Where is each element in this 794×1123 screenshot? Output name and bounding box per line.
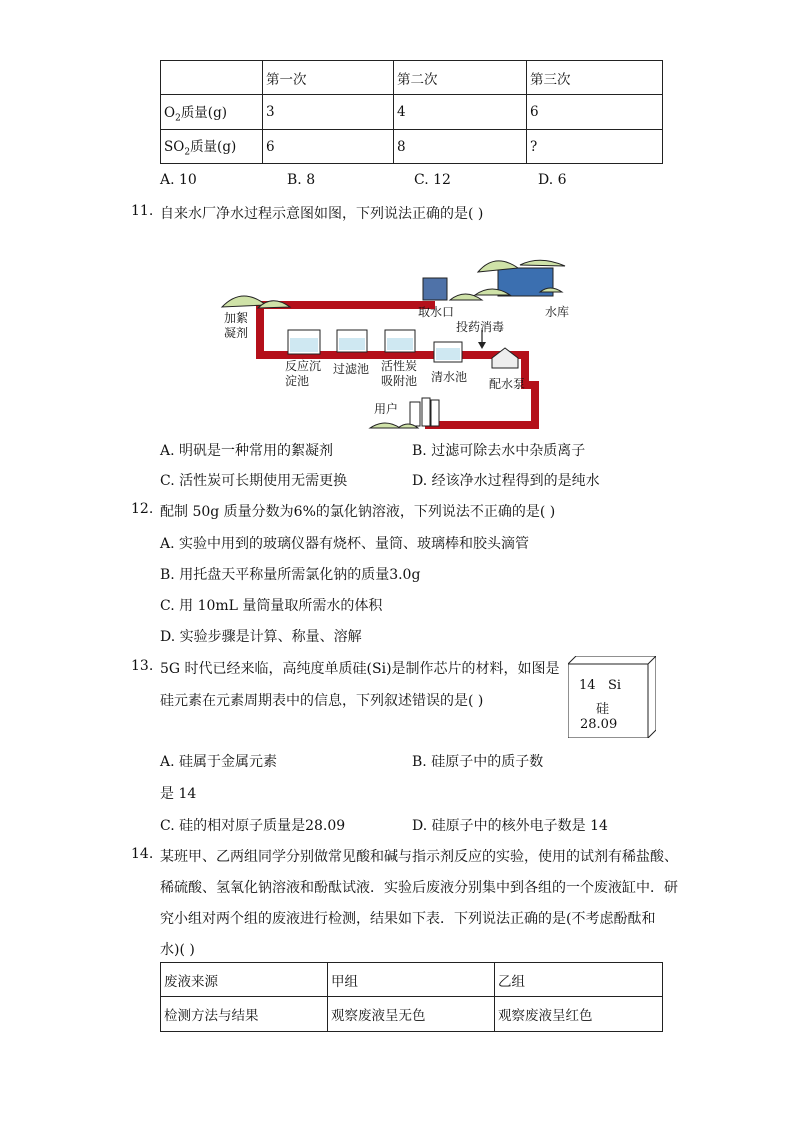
label-user: 用户 <box>374 402 399 416</box>
q13-option-b-cont: 是 14 <box>160 786 197 802</box>
table-header-cell: 第三次 <box>527 61 663 95</box>
table-cell: 检测方法与结果 <box>161 997 328 1032</box>
table-header-cell: 第二次 <box>394 61 527 95</box>
q11-option-c[interactable]: C. 活性炭可长期使用无需更换 <box>160 473 348 489</box>
q14-stem-line1: 某班甲、乙两组同学分别做常见酸和碱与指示剂反应的实验，使用的试剂有稀盐酸、 <box>160 849 678 865</box>
q12-option-c[interactable]: C. 用 10mL 量筒量取所需水的体积 <box>160 598 383 614</box>
table-header-cell <box>161 61 263 95</box>
table-header-cell: 乙组 <box>495 963 663 997</box>
table-header-cell: 废液来源 <box>161 963 328 997</box>
element-symbol: Si <box>608 678 622 693</box>
water-treatment-diagram <box>220 250 600 430</box>
label-disinfect: 投药消毒 <box>456 320 505 334</box>
table-cell: 3 <box>263 95 394 130</box>
q14-stem-line2: 稀硫酸、氢氧化钠溶液和酚酞试液．实验后废液分别集中到各组的一个废液缸中．研 <box>160 880 678 896</box>
q13-option-d[interactable]: D. 硅原子中的核外电子数是 14 <box>412 818 608 834</box>
label-coagulant: 加絮 凝剂 <box>224 311 249 340</box>
label-carbon: 活性炭 吸附池 <box>381 359 418 388</box>
label-intake: 取水口 <box>418 305 455 319</box>
q10-option-a[interactable]: A. 10 <box>160 172 197 188</box>
row-label-so2: $SO_2$质量(g) <box>161 130 263 164</box>
row-label-o2: $O_2$质量(g) <box>161 95 263 130</box>
table-cell: 8 <box>394 130 527 164</box>
q13-stem-line1: 5G 时代已经来临，高纯度单质硅(Si)是制作芯片的材料，如图是 <box>160 661 560 677</box>
label-filter: 过滤池 <box>333 362 370 376</box>
waste-liquid-table <box>160 962 663 1032</box>
table-cell: 6 <box>527 95 663 130</box>
q13-stem-line2: 硅元素在元素周期表中的信息，下列叙述错误的是( ) <box>160 693 484 709</box>
label-pump: 配水泵 <box>489 377 526 391</box>
q13-option-a[interactable]: A. 硅属于金属元素 <box>160 754 278 770</box>
q12-option-b[interactable]: B. 用托盘天平称量所需氯化钠的质量3.0g <box>160 567 421 583</box>
q14-stem-line4: 水)( ) <box>160 942 195 958</box>
element-card <box>568 656 656 738</box>
label-sediment: 反应沉 淀池 <box>285 359 322 388</box>
q11-number: 11. <box>131 203 154 219</box>
element-name: 硅 <box>596 702 610 717</box>
mass-table <box>160 60 663 164</box>
q11-option-b[interactable]: B. 过滤可除去水中杂质离子 <box>412 443 586 459</box>
label-clear: 清水池 <box>431 370 468 384</box>
q10-option-d[interactable]: D. 6 <box>538 172 567 188</box>
q13-option-b[interactable]: B. 硅原子中的质子数 <box>412 754 544 770</box>
q14-stem-line3: 究小组对两个组的废液进行检测，结果如下表．下列说法正确的是(不考虑酚酞和 <box>160 911 656 927</box>
table-header-cell: 甲组 <box>328 963 495 997</box>
q12-number: 12. <box>131 501 154 517</box>
table-cell: 观察废液呈红色 <box>495 997 663 1032</box>
q12-option-d[interactable]: D. 实验步骤是计算、称量、溶解 <box>160 629 362 645</box>
element-atomic-number: 14 <box>579 678 596 693</box>
table-cell: 6 <box>263 130 394 164</box>
q10-option-b[interactable]: B. 8 <box>287 172 316 188</box>
q11-stem: 自来水厂净水过程示意图如图，下列说法正确的是( ) <box>160 206 484 222</box>
table-cell: 4 <box>394 95 527 130</box>
table-cell: ? <box>527 130 663 164</box>
q12-option-a[interactable]: A. 实验中用到的玻璃仪器有烧杯、量筒、玻璃棒和胶头滴管 <box>160 536 530 552</box>
q11-option-d[interactable]: D. 经该净水过程得到的是纯水 <box>412 473 600 489</box>
table-header-cell: 第一次 <box>263 61 394 95</box>
label-reservoir: 水库 <box>545 305 570 319</box>
q13-option-c[interactable]: C. 硅的相对原子质量是28.09 <box>160 818 346 834</box>
q11-option-a[interactable]: A. 明矾是一种常用的絮凝剂 <box>160 443 334 459</box>
table-cell: 观察废液呈无色 <box>328 997 495 1032</box>
q14-number: 14. <box>131 846 154 862</box>
q10-option-c[interactable]: C. 12 <box>414 172 451 188</box>
q13-number: 13. <box>131 658 154 674</box>
q12-stem: 配制 50g 质量分数为6%的氯化钠溶液，下列说法不正确的是( ) <box>160 504 556 520</box>
element-mass: 28.09 <box>580 717 618 732</box>
